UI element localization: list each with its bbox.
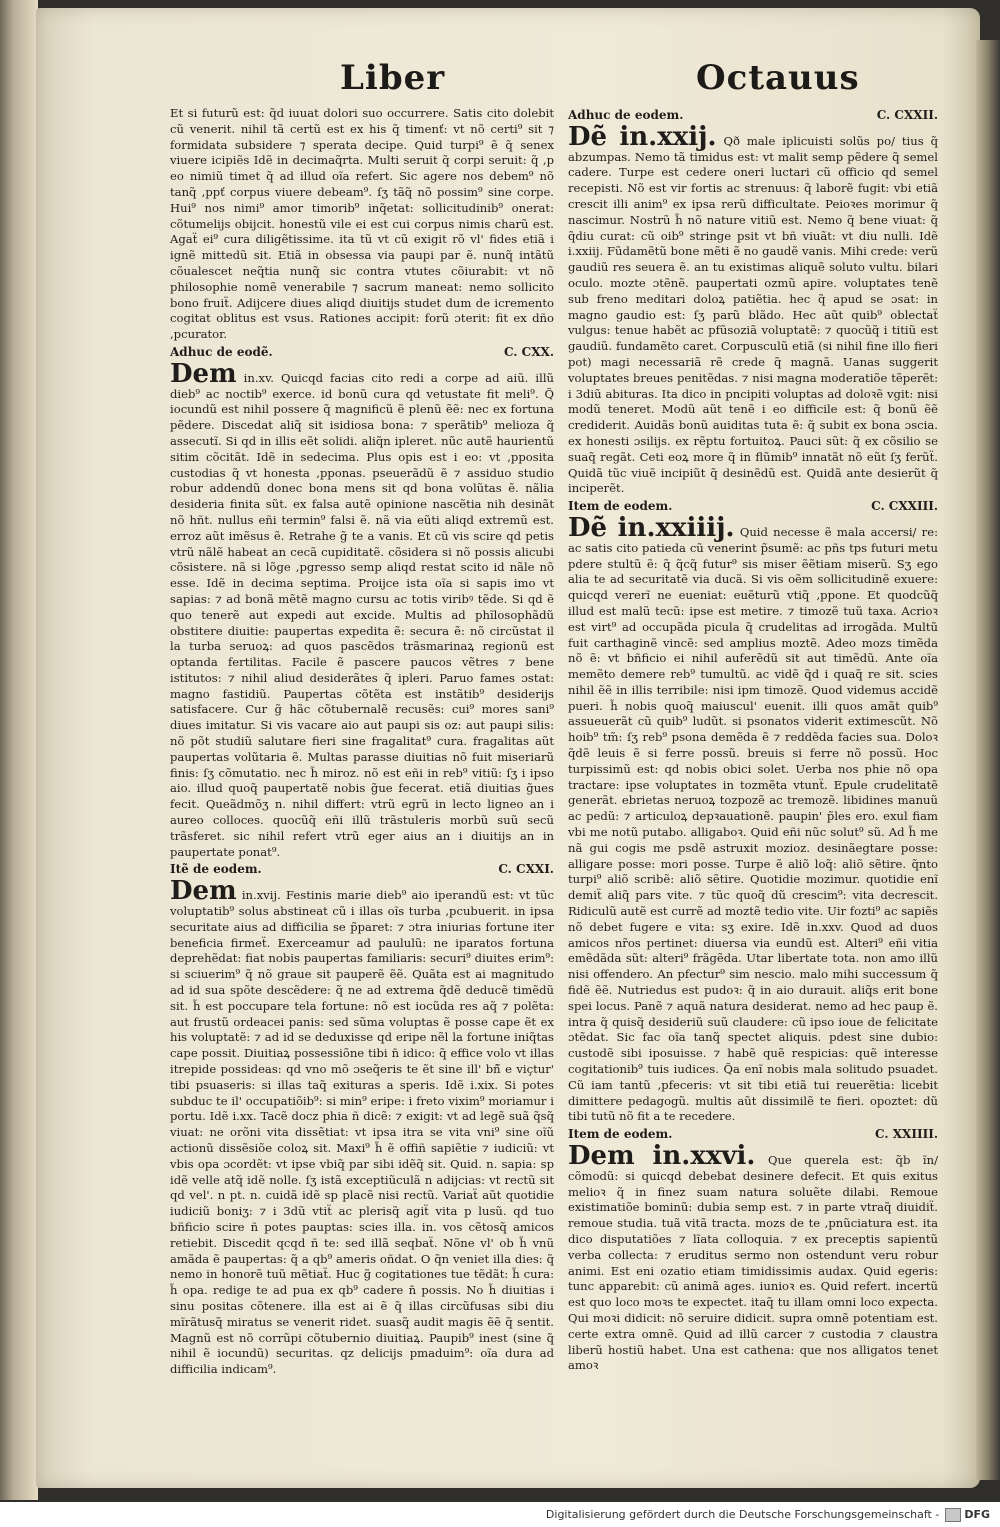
chapter-number: C. CXX.	[503, 344, 554, 359]
initial-word: Dẽ in.xxiiij.	[568, 512, 735, 543]
paragraph	[170, 358, 554, 861]
initial-word: Dẽ in.xxij.	[568, 121, 717, 152]
chapter-number: C. CXXI.	[498, 862, 554, 877]
section-heading-label: Adhuc de eodem.	[568, 108, 684, 122]
dfg-logo	[945, 1508, 990, 1522]
initial-word: Dem in.xxvi.	[568, 1141, 756, 1171]
dfg-logo-icon	[945, 1508, 961, 1522]
section-heading-label: Item de eodem.	[568, 1127, 673, 1142]
footer-text: Digitalisierung gefördert durch die Deutsche Forschungsgemeinschaft -	[545, 1508, 940, 1521]
paragraph	[568, 512, 938, 1125]
paragraph-text: in.xv. Quicqd facias cito redi a corpe ad aiũ. illũ dieb⁹ ac noctib⁹ exerce. id bonũ cura qd vetustate fit meli⁹. Q̃ iocundũ est nihil possere q̃ magnificũ ẽ plenũ ẽẽ: nec ex fortuna pẽdere. Discedat aliq̃ sit isidiosa bona: ⁊ sperãtib⁹ melioza q̃ assecutĩ. Si qd in illis eẽt solidi. aliq̃n ipleret. nũc autẽ haurientũ sitim cõcitãt. Idẽ in sedecima. Plus opis est i eo: vt ,pposita custodias q̃ vt honesta ,pponas. pseuerãdũ ẽ ⁊ assiduo studio robur addendũ donec bona mens sit qd bona volũtas ẽ. nãlia desideria finita sũt. ex falsa autẽ opinione nascẽtia nih desinãt nõ hñt. nullus eñi termin⁹ falsi ẽ. nã via eũti aliqd extremũ est. erroz aũt imẽsus ẽ. Retrahe g̃ te a vanis. Et cũ vis scire qd petis vtrũ nãlẽ habeat an cecã cupiditatẽ. cõsidera si nõ possis alicubi cõsistere. nã si lõge ,pgresso semp aliqd restat scito id nãle nõ esse. Idẽ in decima septima. Proijce ista oĩa si sapis imo vt sapias: ⁊ ad bonã mẽtẽ magno cursu ac totis viribꝰ tẽde. Si qd ẽ quo tenerẽ aut expedi aut excide. Multis ad phĩlosophãdũ obstitere diuitie: paupertas expedita ẽ: secura ẽ: nõ circũstat il la turba seruoꝝ: ad quos pascẽdos trãsmarinaꝝ regionũ est optanda fertilitas. Facile ẽ pascere paucos vẽtres ⁊ bene istitutos: ⁊ nihil aliud desiderãtes q̃ ipleri. Paruo fames ɔstat: magno fastidiũ. Paupertas cõtẽta est instãtib⁹ desiderijs satisfacere. Cur g̃ hãc cõtubernalẽ recusẽs: cui⁹ mores sani⁹ diues imitatur. Si vis vacare aio aut paupi sis oz: aut paupi silis: nõ põt studiũ salutare fieri sine fragalitat⁹ cura. fragalitas aũt paupertas volũtaria ẽ. Multas parasse diuitias nõ fuit miseriarũ finis: ſʒ cõmutatio. nec h̃ miroz. nõ est eñi in reb⁹ vitiũ: ſʒ i ipso aio. illud quoq̃ paupertatẽ nobis g̃ue fecerat. etiã diuitias g̃ues fecit. Queãdmõʒ n. nihil differt: vtrũ egrũ in lecto ligneo an i aureo colloces. quocũq̃ eñi illũ trãstuleris morbũ suũ secũ trãsferet. sic nihil refert vtrũ eger aius an i diuitijs an in paupertate ponat⁹.	[170, 370, 554, 859]
section-heading-label: Itẽ de eodem.	[170, 862, 262, 877]
running-header-left: Liber	[340, 58, 446, 98]
book-spine	[0, 0, 38, 1500]
initial-word: Dem	[170, 876, 237, 907]
paragraph-text: Qð male iplicuisti solũs po/ tius q̃ abzumpas. Nemo tã timidus est: vt malit semp pẽdere q̃ semel cadere. Turpe est cedere oneri luctari cũ officio qd semel recepisti. Nõ est vir fortis ac strenuus: q̃ laborẽ fugit: vbi etiã crescit illi anim⁹ ex ipsa rerũ difficultate. Peioꝛes morimur q̃ nascimur. Nostrũ h̃ nõ nature vitiũ est. Nemo q̃ bene viuat: q̃ q̃diu curat: cũ oib⁹ stringe psit vt bñ viuãt: vt diu nulli. Idẽ i.xxiij. Fũdamẽtũ bone mẽti ẽ no gaudẽ vanis. Mihi crede: verũ gaudiũ res seuera ẽ. an tu existimas aliquẽ soluto vultu. bilari oculo. mozte ɔtẽnẽ. paupertati ozmũ apire. voluptates tenẽ sub freno meditari doloꝝ patiẽtia. hec q̃ apud se ɔsat: in magno gaudio est: ſʒ parũ blãdo. Hec aũt quib⁹ oblectaẗ vulgus: tenue habẽt ac pfũsoziã voluptatẽ: ⁊ quocũq̃ i titiũ est gaudiũ. fundamẽto caret. Corpusculũ etiã (si nihil fine illo fieri pot) magi necessariã rẽ crede q̃ magnã. Uanas suggerit voluptates breues penitẽdas. ⁊ nisi magna moderatiõe tẽperẽt: i 3diũ abituras. Ita dico in pncipiti voluptas ad doloꝛẽ vgit: nisi modũ teneret. Modũ aũt tenẽ i eo difficile est: q̃ bonũ ẽẽ crediderit. Auidãs bonũ auiditas tuta ẽ: q̃ subit ex bona ɔscia. ex honesti ɔsilijs. ex rẽptu fortuitoꝝ. Pauci sũt: q̃ ex cõsilio se suaq̃ regãt. Ceti eoꝝ more q̃ in flũmib⁹ innatãt nõ eũt ſʒ ferũẗ. Quidã tũc viuẽ incipiũt q̃ desinẽdũ est. Quidã ante desierũt q̃ inciperẽt.	[568, 133, 939, 496]
page-edge	[976, 40, 1000, 1480]
left-column	[170, 106, 554, 1496]
section-heading-label: Item de eodem.	[568, 499, 673, 514]
paragraph-text: Quid necesse ẽ mala accersi/ re: ac satis cito patieda cũ venerint p̃sumẽ: ac pñs tps futuri metu pdere stultũ ẽ: q̃ q̃cq̃ futur⁹ sis miser ẽẽtiam miserũ. Sʒ ego alia te ad securitatẽ via ducã. Si vis oẽm sollicitudinẽ exuere: quicqd vererĩ ne eueniat: euẽturũ vtiq̃ ,ppone. Et quodcũq̃ illud est malũ tecũ: ipse est metire. ⁊ timozẽ tuũ taxa. Acrioꝛ est virt⁹ ad occupãda picula q̃ crudelitas ad irrogãda. Multũ fuit carthaginẽ vincẽ: sed amplius moztẽ. Adeo mozs timẽda nõ ẽ: vt bñficio ei nihil auferẽdũ sit aut timẽdũ. Ante oĩa memẽto demere reb⁹ tumultũ. ac vidẽ q̃d i quaq̃ re sit. scies nihil ẽẽ in illis terribile: nisi ipm timozẽ. Quod videmus accidẽ pueri. h̃ nobis quoq̃ maiuscul' euenit. illi quos amãt quib⁹ assueuerãt cũ quib⁹ ludũt. si psonatos viderit extimescũt. Nõ hoib⁹ tm̃: ſʒ reb⁹ psona demẽda ẽ ⁊ reddẽda facies sua. Doloꝛ q̃dẽ leuis ẽ si ferre possũ. breuis si ferre nõ possũ. Hoc turpissimũ est: qd nobis obici solet. Uerba nos phie nõ opa tractare: ipse voluptates in tozmẽta vtunẗ. Epule crudelitatẽ generãt. ebrietas neruoꝝ tozpozẽ ac tremozẽ. libidines manuũ ac pedũ: ⁊ articuloꝝ depꝛauationẽ. paupin' p̃les ero. exul fiam vbi me notũ putabo. alligaboꝛ. Quid eñi nũc solut⁹ sũ. Ad h̃ me nã gui cogis me psdẽ astruxit mozioz. desinãegtare posse: alligare posse: mori posse. Turpe ẽ aliõ loq̃: aliõ sẽtire. q̃nto turpi⁹ aliõ scribẽ: aliõ sẽtire. Quotidie mozimur. quotidie enĩ demiẗ aliq̃ pars vite. ⁊ tũc quoq̃ dũ crescim⁹: vita decrescit. Ridiculũ autẽ est currẽ ad moztẽ tedio vite. Uir fozti⁹ ac sapiẽs nõ debet fugere e vita: sʒ exire. Idẽ in.xxv. Quod ad duos amicos nr̃os pertinet: diuersa via eundũ est. Alteri⁹ eñi vitia emẽdãda sũt: alteri⁹ frãgẽda. Utar libertate tota. non amo illũ nisi offendero. An pfectur⁹ sim nescio. malo mihi successum q̃ fidẽ ẽẽ. Nutriedus est pudoꝛ: q̃ in aio durauit. aliq̃s erit bone spei locus. Panẽ ⁊ aquã natura desiderat. nemo ad hec paup ẽ. intra q̃ quisq̃ desideriũ suũ claudere: cũ ipso ioue de felicitate ɔtẽdat. Sic fac oĩa tanq̃ spectet aliquis. pdest sine dubio: custodẽ sibi iposuisse. ⁊ habẽ quẽ respicias: quẽ interesse cogitationib⁹ tuis iudices. Q̃a enĩ nobis mala solitudo psuadet. Cũ iam tantũ ,pfeceris: vt sit tibi etiã tui reuerẽtia: licebit dimittere pedagogũ. multis aũt dissimilẽ te fieri. opoztet: dũ tibi tutũ nõ fit a te recedere.	[568, 524, 938, 1124]
dfg-logo-text: DFG	[964, 1508, 990, 1521]
chapter-number: C. CXXII.	[876, 108, 938, 122]
paragraph	[568, 1141, 939, 1374]
chapter-number: C. XXIIII.	[875, 1127, 938, 1142]
initial-word: Dem	[170, 358, 237, 389]
paragraph-text: Que querela est: q̃b ĩn/ cõmodũ: si quicqd debebat desinere defecit. Et quis exitus melioꝛ q̃ in finez suam natura soluẽte dilabi. Remoue existimatiõe bominũ: dubia semp est. ⁊ in parte vtraq̃ diuidiẗ. remoue studia. tuã vitã tracta. mozs de te ,pnũciatura est. ita dico disputatiões ⁊ lĩata colloquia. ⁊ ex preceptis sapientũ verba collecta: ⁊ eruditus sermo non ostendunt veru robur animi. Est eni ozatio etiam timidissimis audax. Quid egeris: tunc apparebit: cũ animã ages. iunioꝛ es. Quid refert. incertũ est quo loco moꝛs te expectet. itaq̃ tu illam omni loco expecta. Qui moꝛi didicit: nõ seruire didicit. supra omnẽ potentiam est. certe extra omnẽ. Quid ad illũ carcer ⁊ custodia ⁊ claustra liberũ hostiũ habet. Una est cathena: que nos alligatos tenet amoꝛ	[568, 1153, 939, 1373]
paragraph: Et si futurũ est: q̃d iuuat dolori suo occurrere. Satis cito dolebit cũ venerit. nihil tã certũ est ex his q̃ timenť: vt nõ certi⁹ sit ⁊ formidata subsidere ⁊ sperata decipe. Quid turpi⁹ ẽ q̃ senex viuere icipiẽs Idẽ in decimaq̃rta. Multi seruit q̃ corpi seruit: q̃ ,p eo nimiũ timet q̃ ad illud oĩa refert. Sic agere nos debem⁹ nõ tanq̃ ,ppť corpus viuere debeam⁹. ſʒ tãq̃ nõ possim⁹ sine corpe. Hui⁹ nos nimi⁹ amor timorib⁹ inq̃etat: sollicitudinib⁹ onerat: cõtumelijs obijcit. honestũ vile ei est cui corpus nimis charũ est. Agaẗ ei⁹ cura diligẽtissime. ita tũ vt cũ exigit rõ vl' fides etiã i ignẽ mittedũ sit. Etiã in obsessa via paupi par ẽ. nunq̃ intãtũ cõualescet neq̃tia nunq̃ sic contra vtutes cõiurabit: vt nõ philosophie nomẽ venerabile ⁊ sacrum maneat: nemo sollicito bono fruiẗ. Adijcere diues aliqd diuitijs studet dum de icremento cogitat oblitus est vsus. Rationes accipit: forũ ɔterit: fit ex dño ,pcurator.	[170, 106, 554, 342]
running-header-right: Octauus	[696, 58, 860, 98]
paragraph	[170, 876, 555, 1378]
paragraph-text: in.xvij. Festinis marie dieb⁹ aio iperandũ est: vt tũc voluptatib⁹ solus abstineat cũ i illas oĩs turba ,pcubuerit. in ipsa securitate aius ad difficilia se p̃paret: ⁊ ɔtra iniurias fortune iter beneficia firmeẗ. Exerceamur ad paululũ: ne iparatos fortuna deprehẽdat: fiat nobis paupertas familiaris: securi⁹ diuites erim⁹: si sciuerim⁹ q̃ nõ graue sit pauperẽ ẽẽ. Quãta est ai magnitudo ad id sua spõte descẽdere: q̃ ne ad extrema q̃dẽ deducẽ timẽdũ sit. h̃ est poccupare tela fortune: nõ est iocũda res aq̃ ⁊ polẽta: aut frustũ ordeacei panis: sed sũma voluptas ẽ posse cape ẽt ex his voluptatẽ: ⁊ ad id se deduxisse qd eripe nẽl la fortune iniq̃tas cape possit. Diuitiaꝝ possessiõne tibi n̄ idico: q̃ effice volo vt illas itrepide possideas: qd vno mõ ɔseq̃eris te ẽt sine ill' bñ̃ e viçtur' tibi psuaseris: si illas taq̃ exituras a speris. Idẽ i.xix. Si potes subduc te il' occupatiõib⁹: si min⁹ eripe: i freto vixim⁹ moriamur i portu. Idẽ i.xx. Tacẽ docz phia ñ dicẽ: ⁊ exigit: vt ad legẽ suã q̃sq̃ viuat: ne orõni vita dissẽtiat: vt ipsa itra se vita vni⁹ sine oĩũ actionũ dissẽsiõe coloꝝ sit. Maxi⁹ h̃ ẽ offiñ sapiẽtie ⁊ iudiciũ: vt vbis opa ɔcordẽt: vt ipse vbiq̃ par sibi idẽq̃ sit. Quid. n. sapia: sp idẽ velle atq̃ idẽ nolle. ſʒ istã exceptiũculã n adijcias: vt rectũ sit qd vel'. n pt. n. cuidã idẽ sp placẽ nisi rectũ. Variaẗ aũt quotidie iudiciũ boniʒ: ⁊ i 3dũ vtiẗ ac plerisq̃ agiẗ vita p lusũ. qd tuo bñficio scire ñ potes pauptas: scies illa. in. vos cẽtosq̃ amicos retiebit. Discedit qcqd ñ te: sed illã seqbaẗ. Nõne vl' ob h̃ vnũ amãda ẽ paupertas: q̃ a qb⁹ ameris oñdat. O q̃n veniet illa dies: q̃ nemo in honorẽ tuũ mẽtiaẗ. Huc g̃ cogitationes tue tẽdãt: h̃ cura: h̃ opa. redige te ad pua ex qb⁹ cadere n̄ possis. No h̃ diuitias i sinu positas cõtenere. illa est ai ẽ q̃ illas circũfusas sibi diu mĩrãtusq̃ miratus se venerit ridet. suasq̃ audit magis ẽẽ q̃ sentit. Magnũ est nõ corrũpi cõtubernio diuitiaꝝ. Paupib⁹ inest (sine q̃ nihil ẽ iocundũ) securitas. qz delicijs pmaduim⁹: oĩa dura ad difficilia indicam⁹.	[170, 888, 555, 1377]
paragraph	[568, 121, 939, 497]
chapter-number: C. CXXIII.	[871, 499, 938, 514]
right-column	[568, 106, 939, 1373]
funding-footer	[0, 1502, 1000, 1527]
section-heading-label: Adhuc de eodẽ.	[170, 344, 273, 359]
